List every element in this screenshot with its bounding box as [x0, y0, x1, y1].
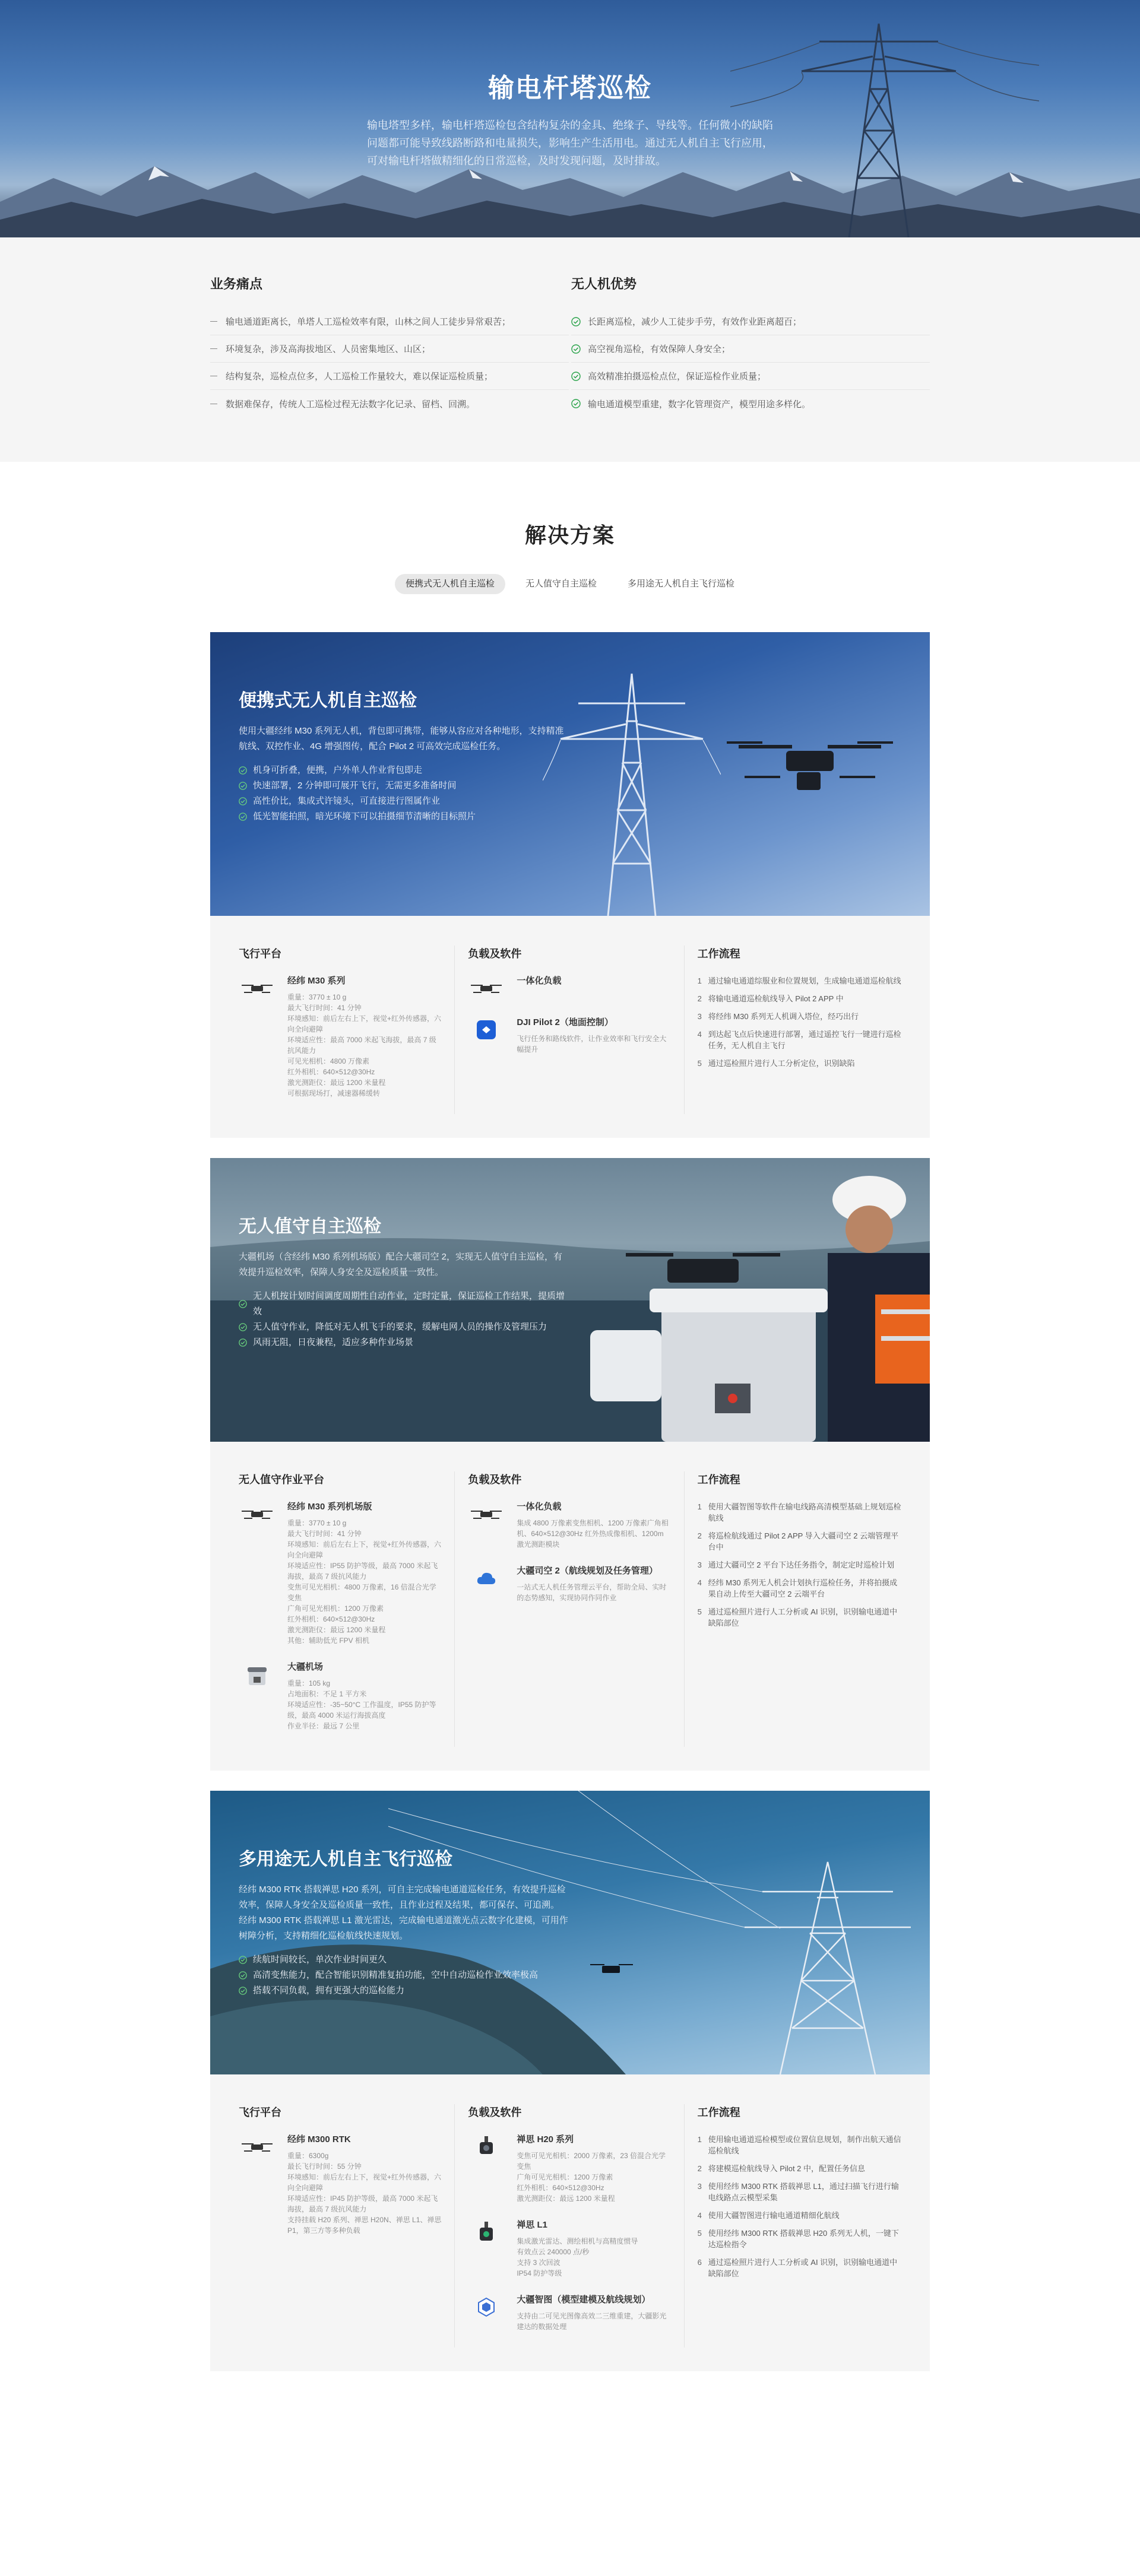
- check-circle-icon: [239, 1300, 247, 1308]
- column-title: 负载及软件: [468, 948, 522, 960]
- solution-portable-desc: 使用大疆经纬 M30 系列无人机，背包即可携带，能够从容应对各种地形，支持精准航线、双控作业、4G 增强图传，配合 Pilot 2 可高效完成巡检任务。: [239, 726, 564, 751]
- advantage-item: 高效精准拍摄巡检点位，保证巡检作业质量；: [571, 363, 930, 390]
- check-circle-icon: [571, 372, 581, 381]
- product-name: 大疆机场: [287, 1662, 324, 1672]
- solution-multipurpose-details: [210, 2074, 930, 2371]
- check-circle-icon: [239, 797, 247, 805]
- check-circle-icon: [239, 1323, 247, 1331]
- product-name: 经纬 M300 RTK: [287, 2134, 351, 2144]
- product-spec: 重量：3770 ± 10 g 最大飞行时间：41 分钟 环境感知：前后左右上下，视觉+红外传感器，六向全向避障 环境适应性：最高 7000 米起飞海拔，最高 7 级抗风能力 可见光相机：4800 万像素 红外相机：640×512@30Hz 激光测距仪：最远 1200 米量程 可根据现场打，减速器稀缓转: [287, 993, 442, 1097]
- solution-unattended-banner: [210, 1158, 930, 1442]
- feature-item: 风雨无阻，日夜兼程，适应多种作业场景: [239, 1335, 571, 1350]
- check-circle-icon: [239, 1956, 247, 1964]
- product-item: [468, 2219, 672, 2279]
- product-spec: 变焦可见光相机：2000 万像素，23 倍混合光学变焦 广角可见光相机：1200 万像素 红外相机：640×512@30Hz 激光测距仪：最远 1200 米量程: [517, 2152, 666, 2203]
- page-title: 输电杆塔巡检: [488, 74, 652, 103]
- feature-item: 无人值守作业，降低对无人机飞手的要求，缓解电网人员的操作及管理压力: [239, 1319, 571, 1335]
- hero-description: 输电塔型多样，输电杆塔巡检包含结构复杂的金具、绝缘子、导线等。任何微小的缺陷问题都可能导致线路断路和电量损失，影响生产生活用电。通过无人机自主飞行应用，可对输电杆塔做精细化的日常巡检，及时发现问题，及时排故。: [367, 119, 773, 167]
- column-title: 工作流程: [697, 2107, 740, 2118]
- feature-item: 无人机按计划时间调度周期性自动作业，定时定量，保证巡检工作结果，提质增效: [239, 1289, 571, 1319]
- lidar-icon: [468, 2219, 505, 2245]
- product-name: DJI Pilot 2（地面控制）: [517, 1017, 613, 1027]
- payload-software-column: [468, 946, 684, 1114]
- feature-item: 高性价比，集成式许镜头，可直接进行图属作业: [239, 794, 571, 809]
- product-name: 大疆智图（模型建模及航线规划）: [517, 2295, 651, 2305]
- cloud-icon: [468, 1565, 505, 1591]
- feature-item: 快速部署，2 分钟即可展开飞行，无需更多准备时间: [239, 778, 571, 794]
- feature-item: 低光智能拍照，暗光环境下可以拍摄细节清晰的目标照片: [239, 809, 571, 824]
- check-circle-icon: [239, 1338, 247, 1347]
- dash-icon: [210, 321, 217, 322]
- column-title: 工作流程: [697, 1474, 740, 1486]
- solution-unattended-desc: 大疆机场（含经纬 M30 系列机场版）配合大疆司空 2，实现无人值守自主巡检，有效提升巡检效率，保障人身安全及巡检质量一致性。: [239, 1252, 563, 1277]
- check-circle-icon: [239, 813, 247, 821]
- product-item: [468, 1565, 672, 1603]
- workflow-step: 4 使用大疆智图进行输电通道精细化航线: [697, 2211, 840, 2220]
- column-title: 飞行平台: [239, 2107, 281, 2118]
- workflow-column: [698, 946, 901, 1114]
- product-item: [239, 2134, 442, 2236]
- workflow-step: 2 将建模巡检航线导入 Pilot 2 中，配置任务信息: [697, 2164, 866, 2173]
- product-spec: 集成激光雷达、测绘相机与高精度惯导 有效点云 240000 点/秒 支持 3 次回波 IP54 防护等级: [517, 2237, 638, 2277]
- product-item: [468, 2134, 672, 2204]
- product-spec: 支持由二可见光图像高效二三维重建，大疆影光建达的数据处理: [517, 2312, 667, 2331]
- drone-image: [721, 721, 899, 804]
- workflow-step: 3 通过大疆司空 2 平台下达任务指令，制定定时巡检计划: [697, 1560, 895, 1569]
- flight-platform-column: [239, 2104, 455, 2347]
- workflow-step: 5 通过巡检照片进行人工分析定位，识别缺陷: [697, 1059, 855, 1068]
- product-name: 经纬 M30 系列机场版: [287, 1502, 372, 1512]
- payload-software-column: [468, 2104, 684, 2347]
- solution-multipurpose-content: [239, 1844, 571, 1998]
- solution-multipurpose-desc: 经纬 M300 RTK 搭载禅思 H20 系列，可自主完成输电通道巡检任务，有效提升巡检效率，保障人身安全及巡检质量一致性，且作业过程及结果，都可保存、可追溯。: [239, 1885, 566, 1910]
- pain-point-item: 结构复杂，巡检点位多，人工巡检工作量较大，难以保证巡检质量；: [210, 363, 569, 390]
- workflow-column: [698, 2104, 901, 2347]
- check-circle-icon: [571, 399, 581, 408]
- workflow-step: 6 通过巡检照片进行人工分析或 AI 识别，识别输电通道中缺陷部位: [697, 2258, 898, 2278]
- solution-portable-banner: [210, 632, 930, 916]
- pilot-app-icon: [468, 1017, 505, 1043]
- workflow-step: 3 将经纬 M30 系列无人机调入塔位，经巧出行: [697, 1012, 859, 1021]
- workflow-step: 2 将巡检航线通过 Pilot 2 APP 导入大疆司空 2 云端管理平台中: [697, 1531, 899, 1552]
- product-item: [468, 1017, 672, 1055]
- solution-unattended-content: [239, 1211, 571, 1350]
- column-title: 飞行平台: [239, 948, 281, 960]
- solution-unattended-details: [210, 1442, 930, 1771]
- product-item: [468, 975, 672, 1001]
- flight-platform-column: [239, 946, 455, 1114]
- workflow-step: 4 到达起飞点后快速进行部署，通过遥控飞行一键进行巡检任务，无人机自主飞行: [697, 1030, 901, 1050]
- product-spec: 飞行任务和路线软件，让作业效率和飞行安全大幅提升: [517, 1035, 667, 1054]
- solutions-header: [0, 462, 1140, 594]
- check-circle-icon: [239, 766, 247, 775]
- solution-multipurpose-desc2: 经纬 M300 RTK 搭载禅思 L1 激光雷达，完成输电通道激光点云数字化建模，可用作树障分析，支持精细化巡检航线快速规划。: [239, 1915, 568, 1941]
- drone-icon: [239, 975, 276, 1001]
- workflow-steps: [698, 1501, 901, 1629]
- workflow-step: 2 将输电通道巡检航线导入 Pilot 2 APP 中: [697, 994, 844, 1003]
- solution-multipurpose: [210, 1791, 930, 2371]
- pain-point-item: 环境复杂，涉及高海拔地区、人员密集地区、山区；: [210, 335, 569, 363]
- workflow-step: 3 使用经纬 M300 RTK 搭载禅思 L1，通过扫描飞行进行输电线路点云模型采集: [697, 2182, 899, 2202]
- workflow-column: [698, 1471, 901, 1747]
- solution-multipurpose-title: 多用途无人机自主飞行巡检: [239, 1849, 452, 1869]
- payload-software-column: [468, 1471, 684, 1747]
- workflow-step: 1 使用大疆智图等软件在输电线路高清模型基础上规划巡检航线: [697, 1502, 901, 1522]
- advantages-title: 无人机优势: [571, 277, 637, 291]
- check-circle-icon: [239, 1971, 247, 1979]
- workflow-step: 5 通过巡检照片进行人工分析或 AI 识别，识别输电通道中缺陷部位: [697, 1607, 898, 1628]
- check-circle-icon: [571, 344, 581, 354]
- product-name: 禅思 H20 系列: [517, 2134, 574, 2144]
- feature-item: 搭载不同负载，拥有更强大的巡检能力: [239, 1983, 571, 1998]
- drone-dock-icon: [239, 1661, 276, 1687]
- product-item: [239, 1501, 442, 1646]
- drone-icon: [468, 1501, 505, 1527]
- column-title: 负载及软件: [468, 1474, 522, 1486]
- platform-column: [239, 1471, 455, 1747]
- workflow-step: 1 使用输电通道巡检模型或位置信息规划，制作出航天通信巡检航线: [697, 2135, 901, 2155]
- workflow-step: 5 使用经纬 M300 RTK 搭载禅思 H20 系列无人机，一键下达巡检指令: [697, 2229, 899, 2249]
- solution-portable-content: [239, 686, 571, 824]
- drone-icon: [468, 975, 505, 1001]
- column-title: 无人值守作业平台: [239, 1474, 324, 1486]
- feature-item: 续航时间较长，单次作业时间更久: [239, 1952, 571, 1968]
- drone-icon: [239, 1501, 276, 1527]
- dash-icon: [210, 348, 217, 349]
- workflow-step: 1 通过输电通道综服业和位置规划，生成输电通道巡检航线: [697, 976, 901, 985]
- tab-multipurpose-inspection[interactable]: 多用途无人机自主飞行巡检: [628, 579, 735, 589]
- gimbal-camera-icon: [468, 2134, 505, 2160]
- column-title: 工作流程: [697, 948, 740, 960]
- solution-portable-details: [210, 916, 930, 1138]
- workflow-steps: [698, 2134, 901, 2279]
- pain-point-item: 输电通道距离长，单塔人工巡检效率有限，山林之间人工徒步异常艰苦；: [210, 308, 569, 335]
- check-circle-icon: [571, 317, 581, 326]
- product-name: 一体化负载: [517, 1502, 562, 1512]
- check-circle-icon: [239, 1987, 247, 1995]
- drone-icon: [239, 2134, 276, 2160]
- product-spec: 一站式无人机任务管理云平台，帮助全局、实时的态势感知，实现协同作同作业: [517, 1583, 667, 1602]
- transmission-tower-image: [730, 0, 1039, 237]
- product-name: 大疆司空 2（航线规划及任务管理）: [517, 1566, 658, 1576]
- feature-item: 机身可折叠，便携，户外单人作业背包即走: [239, 763, 571, 778]
- advantage-item: 输电通道模型重建，数字化管理资产，模型用途多样化。: [571, 390, 930, 417]
- workflow-steps: [698, 975, 901, 1069]
- pain-points-title: 业务痛点: [210, 277, 263, 291]
- terra-app-icon: [468, 2294, 505, 2320]
- solution-unattended-title: 无人值守自主巡检: [239, 1217, 381, 1236]
- solutions-title: 解决方案: [524, 523, 615, 547]
- solution-portable: [210, 632, 930, 1138]
- hero-banner: [0, 0, 1140, 237]
- tab-unattended-inspection[interactable]: 无人值守自主巡检: [525, 579, 597, 589]
- product-spec: 集成 4800 万像素变焦相机、1200 万像素广角相机、640×512@30Hz 红外热成像相机、1200m 激光测距模块: [517, 1519, 669, 1549]
- pain-point-item: 数据难保存，传统人工巡检过程无法数字化记录、留档、回溯。: [210, 390, 569, 417]
- pain-points-section: [0, 237, 1140, 462]
- pain-points-column: [210, 274, 569, 417]
- advantage-item: 高空视角巡检，有效保障人身安全；: [571, 335, 930, 363]
- product-item: [239, 1661, 442, 1731]
- advantages-column: [571, 274, 930, 417]
- product-name: 一体化负载: [517, 976, 562, 986]
- solution-portable-title: 便携式无人机自主巡检: [239, 691, 417, 710]
- workflow-step: 4 经纬 M30 系列无人机会计划执行巡检任务，并将拍摄成果自动上传至大疆司空 2 云端平台: [697, 1578, 898, 1598]
- column-title: 负载及软件: [468, 2107, 522, 2118]
- solution-unattended: [210, 1158, 930, 1771]
- product-item: [239, 975, 442, 1099]
- advantage-item: 长距离巡检，减少人工徒步手劳，有效作业距离超百；: [571, 308, 930, 335]
- feature-item: 高清变焦能力，配合智能识别精准复拍功能，空中自动巡检作业效率极高: [239, 1968, 571, 1983]
- product-spec: 重量：3770 ± 10 g 最大飞行时间：41 分钟 环境感知：前后左右上下，视觉+红外传感器，六向全向避障 环境适应性：IP55 防护等级，最高 7000 米起飞海拔，最高 7 级抗风能力 变焦可见光相机：4800 万像素，16 倍混合光学变焦 广角可见光相机：1200 万像素 红外相机：640×512@30Hz 激光测距仪：最远 1200 米量程 其他：辅助低光 FPV 相机: [287, 1519, 442, 1645]
- product-spec: 重量：6300g 最长飞行时间：55 分钟 环境感知：前后左右上下，视觉+红外传感器，六向全向避障 环境适应性：IP45 防护等级，最高 7000 米起飞海拔，最高 7 级抗风能力 支持挂载 H20 系列、禅思 H20N、禅思 L1、禅思 P1，第三方等多种负载: [287, 2152, 442, 2235]
- product-item: [468, 2294, 672, 2332]
- product-name: 经纬 M30 系列: [287, 976, 346, 986]
- solution-tabs: [0, 574, 1140, 594]
- product-spec: 重量：105 kg 占地面积：不足 1 平方米 环境适应性：-35~50°C 工作温度，IP55 防护等级，最高 4000 米运行海拔高度 作业半径：最远 7 公里: [287, 1679, 436, 1730]
- solution-multipurpose-banner: [210, 1791, 930, 2074]
- product-item: [468, 1501, 672, 1550]
- check-circle-icon: [239, 782, 247, 790]
- product-name: 禅思 L1: [517, 2220, 548, 2230]
- tab-portable-inspection[interactable]: 便携式无人机自主巡检: [395, 574, 505, 594]
